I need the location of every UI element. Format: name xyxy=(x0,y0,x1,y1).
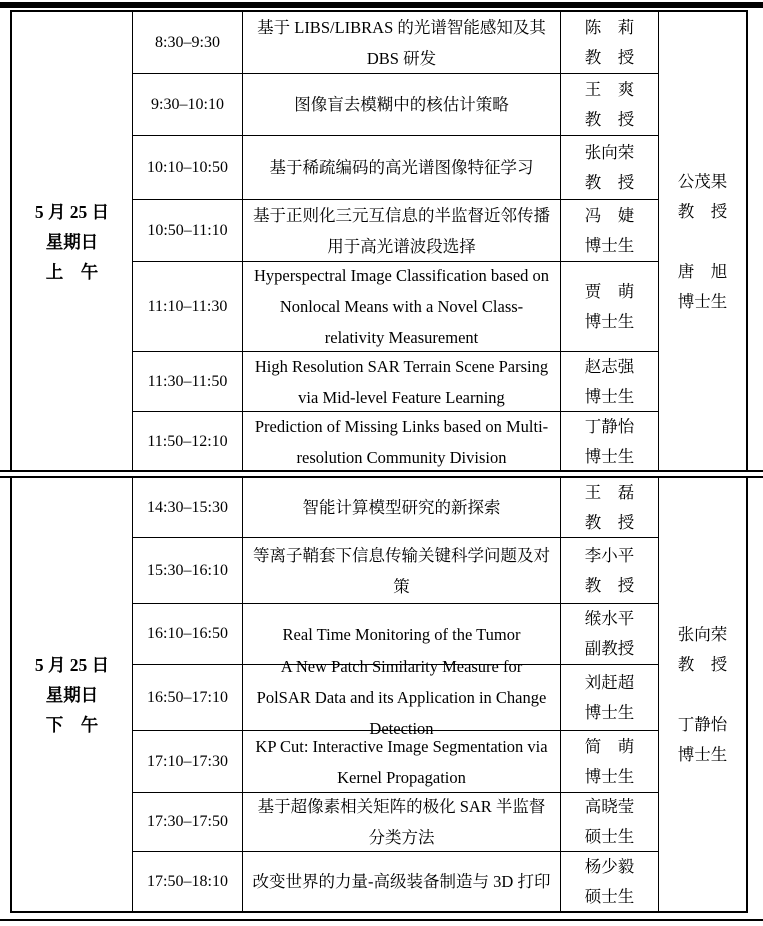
session-afternoon xyxy=(12,478,746,911)
speaker-title: 教 授 xyxy=(584,575,635,595)
talk-title: 基于稀疏编码的高光谱图像特征学习 xyxy=(269,158,534,177)
time-cell xyxy=(133,538,243,603)
speaker-name: 丁静怡 xyxy=(584,417,635,436)
time-text: 15:30–16:10 xyxy=(147,561,228,579)
session-chairs-cell xyxy=(658,478,746,911)
talk-title: 基于 LIBS/LIBRAS 的光谱智能感知及其 DBS 研发 xyxy=(257,17,546,68)
session-weekday: 星期日 xyxy=(45,684,99,705)
talk-title: Hyperspectral Image Classification based on Nonlocal Means with a Novel Class-relativity Measurement xyxy=(253,266,550,347)
speaker-title: 博士生 xyxy=(584,235,635,255)
table-row xyxy=(133,200,658,262)
speaker-title: 教 授 xyxy=(584,109,635,129)
time-cell xyxy=(133,478,243,537)
speaker-name: 高晓莹 xyxy=(584,797,635,816)
time-cell xyxy=(133,200,243,261)
session-period: 上 午 xyxy=(45,262,99,282)
bottom-rule xyxy=(0,919,763,921)
talk-title-cell xyxy=(243,200,561,261)
speaker-name: 陈 莉 xyxy=(584,17,635,37)
speaker-title: 博士生 xyxy=(584,702,635,722)
time-text: 17:30–17:50 xyxy=(147,813,228,830)
speaker-cell xyxy=(561,852,658,911)
speaker-name: 缑水平 xyxy=(584,609,635,628)
time-text: 8:30–9:30 xyxy=(155,33,220,51)
talk-title: High Resolution SAR Terrain Scene Parsing via Mid-level Feature Learning xyxy=(254,356,549,407)
time-text: 11:30–11:50 xyxy=(147,372,228,390)
time-cell xyxy=(133,793,243,851)
time-text: 10:10–10:50 xyxy=(147,158,228,176)
speaker-title: 硕士生 xyxy=(584,886,635,906)
time-text: 17:10–17:30 xyxy=(147,752,228,770)
table-row xyxy=(133,412,658,472)
time-cell xyxy=(133,731,243,792)
speaker-name: 冯 婕 xyxy=(584,205,635,225)
speaker-cell xyxy=(561,604,658,664)
table-row xyxy=(133,538,658,604)
table-row xyxy=(133,478,658,538)
speaker-title: 博士生 xyxy=(584,386,635,406)
speaker-cell xyxy=(561,12,658,73)
speaker-name: 刘赶超 xyxy=(584,672,635,692)
talk-title-cell xyxy=(243,538,561,603)
chair-title: 博士生 xyxy=(677,292,728,311)
talk-title: 基于超像素相关矩阵的极化 SAR 半监督分类方法 xyxy=(257,797,546,847)
time-text: 10:50–11:10 xyxy=(147,221,228,239)
table-row xyxy=(133,793,658,852)
speaker-name: 王 磊 xyxy=(584,482,635,502)
top-rule xyxy=(0,2,763,8)
time-cell xyxy=(133,604,243,664)
speaker-name: 赵志强 xyxy=(584,356,635,376)
session-label-cell xyxy=(12,478,133,911)
speaker-name: 张向荣 xyxy=(584,142,635,162)
speaker-title: 博士生 xyxy=(584,447,635,466)
speaker-cell xyxy=(561,200,658,261)
talk-title-cell xyxy=(243,852,561,911)
speaker-cell xyxy=(561,731,658,792)
talk-title-cell xyxy=(243,12,561,73)
time-text: 9:30–10:10 xyxy=(151,95,224,113)
time-text: 11:50–12:10 xyxy=(147,433,228,450)
table-row xyxy=(133,74,658,136)
time-cell xyxy=(133,352,243,411)
talk-title-cell xyxy=(243,262,561,351)
speaker-name: 简 萌 xyxy=(584,736,635,756)
speaker-title: 教 授 xyxy=(584,512,635,532)
talk-title-cell xyxy=(243,74,561,135)
table-row xyxy=(133,852,658,911)
talk-title: KP Cut: Interactive Image Segmentation via Kernel Propagation xyxy=(255,736,548,787)
talk-title: Real Time Monitoring of the Tumor xyxy=(282,624,521,644)
speaker-title: 副教授 xyxy=(584,639,635,658)
table-row xyxy=(133,136,658,200)
time-text: 17:50–18:10 xyxy=(147,872,228,890)
session-separator xyxy=(0,470,763,478)
session-rows xyxy=(133,478,658,911)
chair-name: 丁静怡 xyxy=(677,714,728,734)
table-row xyxy=(133,352,658,412)
speaker-name: 王 爽 xyxy=(584,79,635,99)
schedule-table xyxy=(10,10,748,913)
speaker-title: 教 授 xyxy=(584,172,635,192)
table-row xyxy=(133,12,658,74)
session-morning xyxy=(12,12,746,472)
talk-title-cell xyxy=(243,731,561,792)
talk-title-cell xyxy=(243,352,561,411)
talk-title: 改变世界的力量-高级装备制造与 3D 打印 xyxy=(252,872,551,891)
time-cell xyxy=(133,136,243,199)
chair-title: 博士生 xyxy=(677,744,728,764)
chair-name: 张向荣 xyxy=(677,624,728,644)
talk-title-cell xyxy=(243,136,561,199)
speaker-cell xyxy=(561,478,658,537)
speaker-cell xyxy=(561,412,658,472)
time-cell xyxy=(133,262,243,351)
speaker-cell xyxy=(561,793,658,851)
chair-title: 教 授 xyxy=(677,202,728,221)
speaker-cell xyxy=(561,136,658,199)
speaker-name: 贾 萌 xyxy=(584,281,635,301)
time-cell xyxy=(133,665,243,730)
table-row xyxy=(133,731,658,793)
speaker-name: 杨少毅 xyxy=(584,856,635,876)
table-row xyxy=(133,657,658,738)
talk-title: 等离子鞘套下信息传输关键科学问题及对策 xyxy=(253,545,550,596)
session-chairs-cell xyxy=(658,12,746,472)
table-row xyxy=(133,262,658,352)
time-cell xyxy=(133,12,243,73)
session-date: 5 月 25 日 xyxy=(34,202,110,222)
time-text: 16:50–17:10 xyxy=(147,688,228,706)
talk-title: Prediction of Missing Links based on Multi-resolution Community Division xyxy=(254,417,549,467)
talk-title: 基于正则化三元互信息的半监督近邻传播用于高光谱波段选择 xyxy=(253,205,550,256)
speaker-title: 硕士生 xyxy=(584,827,635,846)
speaker-title: 博士生 xyxy=(584,766,635,786)
talk-title: 图像盲去模糊中的核估计策略 xyxy=(294,95,509,114)
speaker-cell xyxy=(561,262,658,351)
speaker-cell xyxy=(561,74,658,135)
talk-title-cell xyxy=(243,478,561,537)
speaker-cell xyxy=(561,352,658,411)
talk-title-cell xyxy=(243,793,561,851)
talk-title-cell xyxy=(243,412,561,472)
session-rows xyxy=(133,12,658,472)
session-label-cell xyxy=(12,12,133,472)
chair-name: 公茂果 xyxy=(677,172,728,191)
chair-name: 唐 旭 xyxy=(677,262,728,281)
speaker-name: 李小平 xyxy=(584,545,635,565)
speaker-title: 教 授 xyxy=(584,47,635,67)
session-date: 5 月 25 日 xyxy=(34,654,110,675)
time-text: 16:10–16:50 xyxy=(147,625,228,642)
talk-title: 智能计算模型研究的新探索 xyxy=(302,498,501,517)
speaker-cell xyxy=(561,538,658,603)
session-period: 下 午 xyxy=(45,714,99,735)
time-cell xyxy=(133,852,243,911)
time-cell xyxy=(133,74,243,135)
speaker-title: 博士生 xyxy=(584,311,635,331)
talk-title: A New Patch Similarity Measure for PolSAR Data and its Application in Change Detection xyxy=(256,657,547,738)
chair-title: 教 授 xyxy=(677,654,728,674)
session-weekday: 星期日 xyxy=(45,232,99,252)
talk-title-cell xyxy=(243,657,561,738)
time-text: 14:30–15:30 xyxy=(147,498,228,516)
time-text: 11:10–11:30 xyxy=(147,297,228,315)
time-cell xyxy=(133,412,243,472)
speaker-cell xyxy=(561,665,658,730)
